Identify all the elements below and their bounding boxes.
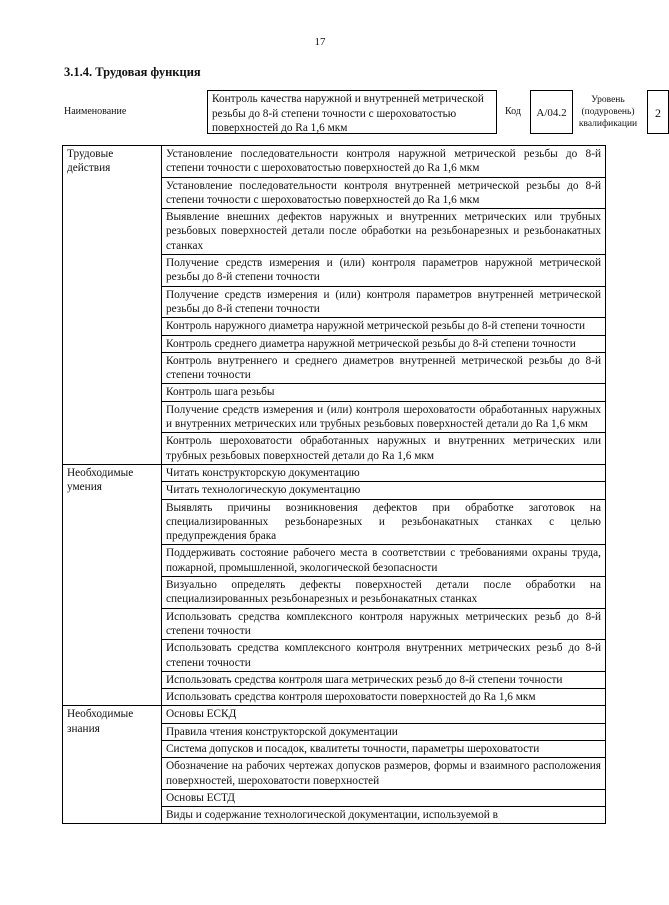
section-item: Контроль шага резьбы xyxy=(162,384,606,401)
section-item: Получение средств измерения и (или) контроля шероховатости обработанных наружных и внутренних метрических или трубных резьбовых поверхностей детали до Ra 1,6 мкм xyxy=(162,401,606,433)
table-row xyxy=(63,706,606,723)
section-item: Основы ЕСКД xyxy=(162,706,606,723)
section-title: 3.1.4. Трудовая функция xyxy=(64,65,201,79)
section-item: Установление последовательности контроля внутренней метрической резьбы до 8-й степени точности с шероховатостью поверхностей до Ra 1,6 мкм xyxy=(162,177,606,209)
section-item: Обозначение на рабочих чертежах допусков размеров, формы и взаимного расположения поверхностей, шероховатости поверхностей xyxy=(162,758,606,790)
section-item: Контроль внутреннего и среднего диаметров внутренней метрической резьбы до 8-й степени точности xyxy=(162,352,606,384)
table-row xyxy=(63,146,606,178)
section-item: Установление последовательности контроля наружной метрической резьбы до 8-й степени точности с шероховатостью поверхностей до Ra 1,6 мкм xyxy=(162,146,606,178)
section-item: Получение средств измерения и (или) контроля параметров наружной метрической резьбы до 8-й степени точности xyxy=(162,255,606,287)
level-value: 2 xyxy=(647,90,669,134)
table-row xyxy=(63,464,606,481)
section-item: Виды и содержание технологической документации, используемой в xyxy=(162,807,606,824)
section-name: Необходимые умения xyxy=(63,464,162,705)
section-item: Выявлять причины возникновения дефектов при обработке заготовок на специализированных резьбонарезных и резьбонакатных станках с целью предупреждения брака xyxy=(162,499,606,545)
section-item: Получение средств измерения и (или) контроля параметров внутренней метрической резьбы до 8-й степени точности xyxy=(162,286,606,318)
section-item: Использовать средства комплексного контроля внутренних метрических резьб до 8-й степени точности xyxy=(162,640,606,672)
section-item: Контроль наружного диаметра наружной метрической резьбы до 8-й степени точности xyxy=(162,318,606,335)
name-value: Контроль качества наружной и внутренней метрической резьбы до 8-й степени точности с шероховатостью поверхностей до Ra 1,6 мкм xyxy=(207,90,497,134)
section-item: Использовать средства контроля шероховатости поверхностей до Ra 1,6 мкм xyxy=(162,689,606,706)
section-item: Основы ЕСТД xyxy=(162,789,606,806)
section-item: Контроль среднего диаметра наружной метрической резьбы до 8-й степени точности xyxy=(162,335,606,352)
section-item: Поддерживать состояние рабочего места в соответствии с требованиями охраны труда, пожарной, промышленной, экологической безопасности xyxy=(162,545,606,577)
section-name: Трудовые действия xyxy=(63,146,162,465)
section-item: Использовать средства контроля шага метрических резьб до 8-й степени точности xyxy=(162,671,606,688)
code-value: A/04.2 xyxy=(530,90,573,134)
level-label: Уровень (подуровень) квалификации xyxy=(578,95,638,129)
section-item: Правила чтения конструкторской документации xyxy=(162,723,606,740)
page-number: 17 xyxy=(314,36,326,48)
section-item: Читать конструкторскую документацию xyxy=(162,464,606,481)
section-item: Выявление внешних дефектов наружных и внутренних метрических или трубных резьбовых поверхностей детали после обработки на резьбонарезных и резьбонакатных станках xyxy=(162,209,606,255)
name-label: Наименование xyxy=(64,106,127,117)
section-item: Читать технологическую документацию xyxy=(162,482,606,499)
section-item: Контроль шероховатости обработанных наружных и внутренних метрических или трубных резьбовых поверхностей детали до Ra 1,6 мкм xyxy=(162,433,606,465)
section-item: Использовать средства комплексного контроля наружных метрических резьб до 8-й степени точности xyxy=(162,608,606,640)
function-table xyxy=(62,145,606,824)
section-name: Необходимые знания xyxy=(63,706,162,824)
section-item: Система допусков и посадок, квалитеты точности, параметры шероховатости xyxy=(162,740,606,757)
section-item: Визуально определять дефекты поверхностей детали после обработки на специализированных резьбонарезных и резьбонакатных станках xyxy=(162,577,606,609)
code-label: Код xyxy=(505,106,521,117)
function-header xyxy=(64,90,661,138)
